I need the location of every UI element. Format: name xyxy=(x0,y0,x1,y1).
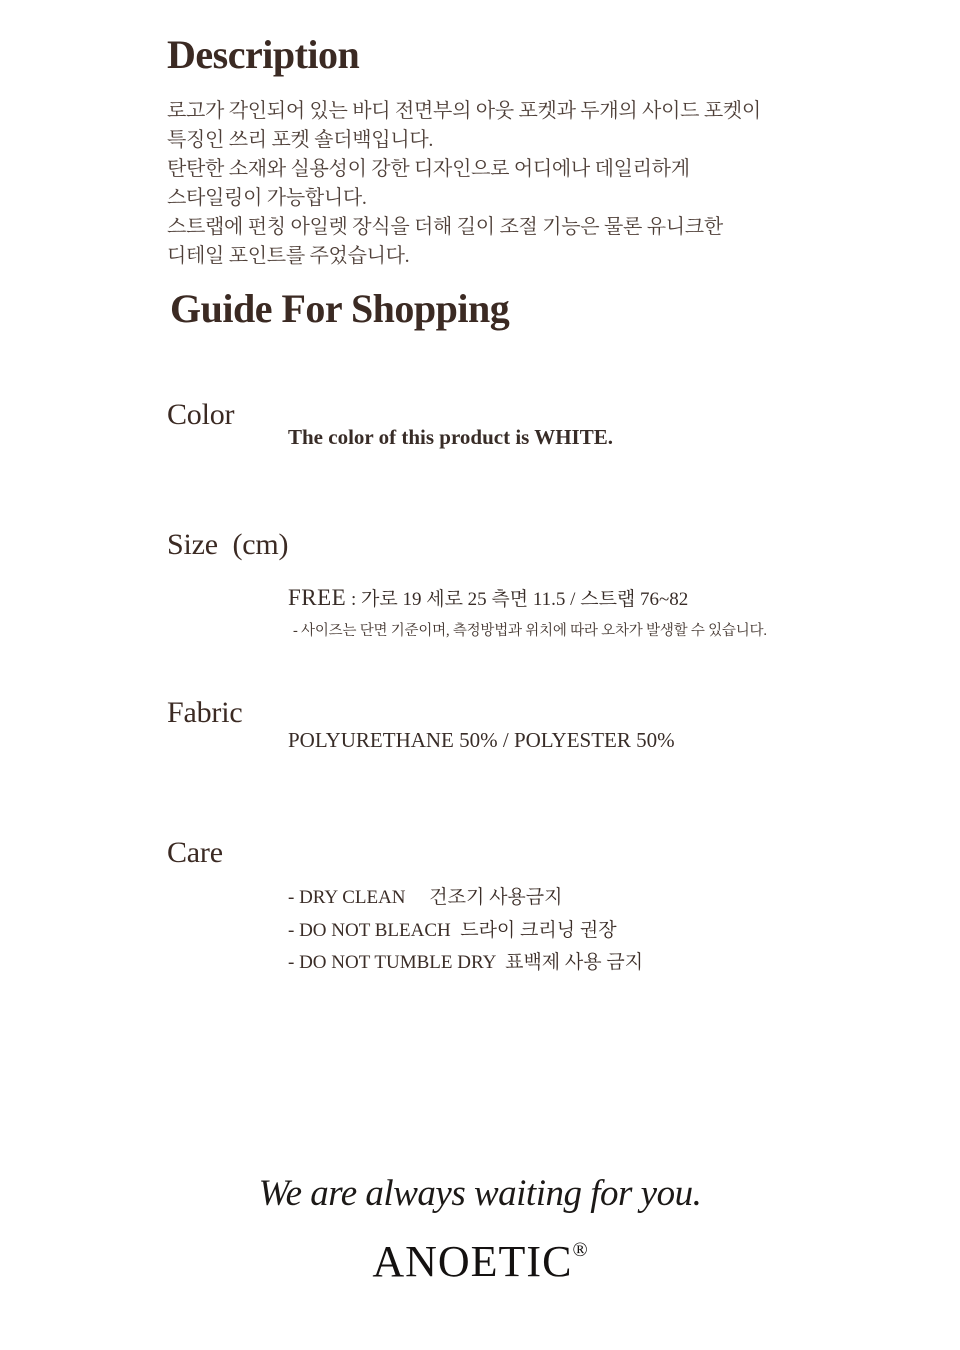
description-line: 디테일 포인트를 주었습니다. xyxy=(167,245,410,267)
description-line: 스타일링이 가능합니다. xyxy=(167,187,367,209)
description-line: 로고가 각인되어 있는 바디 전면부의 아웃 포켓과 두개의 사이드 포켓이 xyxy=(167,100,761,122)
description-line: 탄탄한 소재와 실용성이 강한 디자인으로 어디에나 데일리하게 xyxy=(167,158,690,180)
description-line: 스트랩에 펀칭 아일렛 장식을 더해 길이 조절 기능은 물론 유니크한 xyxy=(167,216,723,238)
fabric-section-text: POLYURETHANE 50% / POLYESTER 50% xyxy=(288,728,675,752)
size-free-line xyxy=(288,584,688,611)
care-section-title: Care xyxy=(167,836,223,869)
care-instructions xyxy=(288,882,643,980)
care-line: - DO NOT BLEACH 드라이 크리닝 권장 xyxy=(288,919,617,941)
description-paragraph xyxy=(167,97,761,271)
registered-trademark-symbol: ® xyxy=(572,1239,588,1261)
description-title: Description xyxy=(167,32,360,77)
size-note: - 사이즈는 단면 기준이며, 측정방법과 위치에 따라 오차가 발생할 수 있습니다. xyxy=(293,623,767,639)
care-line: - DRY CLEAN 건조기 사용금지 xyxy=(288,887,563,908)
brand-logo xyxy=(0,1236,960,1287)
color-section-title: Color xyxy=(167,398,235,431)
size-free-value: : 가로 19 세로 25 측면 11.5 / 스트랩 76~82 xyxy=(346,589,689,610)
guide-for-shopping-title: Guide For Shopping xyxy=(170,286,510,331)
care-line: - DO NOT TUMBLE DRY 표백제 사용 금지 xyxy=(288,952,644,973)
brand-name: ANOETIC xyxy=(372,1237,573,1286)
description-line: 특징인 쓰리 포켓 숄더백입니다. xyxy=(167,129,434,151)
color-section-text: The color of this product is WHITE. xyxy=(288,425,613,449)
footer-tagline: We are always waiting for you. xyxy=(258,1173,702,1214)
size-free-label: FREE xyxy=(288,585,347,610)
fabric-section-title: Fabric xyxy=(167,696,243,729)
size-section-title: Size (cm) xyxy=(167,528,289,561)
